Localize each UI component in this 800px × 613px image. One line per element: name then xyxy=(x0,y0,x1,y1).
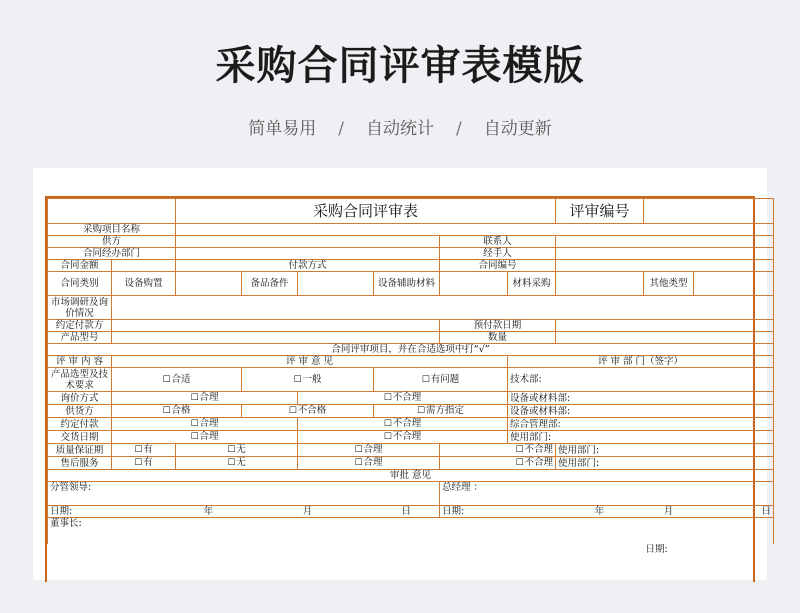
option-checkbox[interactable]: ☐ 有 xyxy=(112,444,176,457)
type-material: 材料采购 xyxy=(508,272,556,296)
leader-year: 年 xyxy=(176,506,242,518)
gm-month: 月 xyxy=(644,506,694,518)
option-checkbox[interactable]: ☐ 不合理 xyxy=(440,457,556,470)
dept-sign[interactable]: 使用部门: xyxy=(508,431,774,444)
option-checkbox[interactable]: ☐ 需方指定 xyxy=(374,405,508,418)
handler-field[interactable] xyxy=(556,248,774,260)
contract-no-label: 合同编号 xyxy=(440,260,556,272)
option-checkbox[interactable]: ☐ 合适 xyxy=(112,368,242,392)
contract-type-label: 合同类别 xyxy=(48,272,112,296)
dept-sign[interactable]: 使用部门: xyxy=(556,457,774,470)
dept-sign[interactable]: 综合管理部: xyxy=(508,418,774,431)
form-paper xyxy=(33,168,772,580)
review-dept-label: 评 审 部 门（签字） xyxy=(508,356,774,368)
gm-sign[interactable]: 总经理 ： xyxy=(440,482,774,506)
market-field[interactable] xyxy=(112,296,774,320)
dept-sign[interactable]: 使用部门: xyxy=(556,444,774,457)
amount-field[interactable] xyxy=(112,260,176,272)
gm-date-label: 日期: xyxy=(440,506,556,518)
row-label: 约定付款 xyxy=(48,418,112,431)
option-checkbox[interactable]: ☐ 合理 xyxy=(112,392,298,405)
type-spare-field[interactable] xyxy=(298,272,374,296)
separator: / xyxy=(338,119,344,139)
option-checkbox[interactable]: ☐ 无 xyxy=(176,457,298,470)
contact-field[interactable] xyxy=(556,236,774,248)
form-title: 采购合同评审表 xyxy=(176,199,556,224)
row-label: 交货日期 xyxy=(48,431,112,444)
leader-date-label: 日期: xyxy=(48,506,176,518)
type-equip-field[interactable] xyxy=(176,272,242,296)
review-no-label: 评审编号 xyxy=(556,199,644,224)
row-label: 询价方式 xyxy=(48,392,112,405)
gm-year: 年 xyxy=(556,506,644,518)
review-form xyxy=(45,196,772,582)
model-label: 产品型号 xyxy=(48,332,112,344)
option-checkbox[interactable]: ☐ 不合格 xyxy=(242,405,374,418)
type-aux: 设备辅助材料 xyxy=(374,272,440,296)
subtitle-tags xyxy=(0,114,800,139)
review-note: 合同评审项目，并在合适选项中打“√” xyxy=(48,344,774,356)
dept-label: 合同经办部门 xyxy=(48,248,176,260)
leader-day: 日 xyxy=(374,506,440,518)
chairman-sign[interactable]: 董事长: xyxy=(48,518,774,544)
dept-sign[interactable]: 技术部: xyxy=(508,368,774,392)
option-checkbox[interactable]: ☐ 有问题 xyxy=(374,368,508,392)
leader-sign[interactable]: 分管领导: xyxy=(48,482,440,506)
payment-method-label: 付款方式 xyxy=(176,260,440,272)
type-spare: 备品备件 xyxy=(242,272,298,296)
review-no-field[interactable] xyxy=(644,199,774,224)
row-label: 质量保证期 xyxy=(48,444,112,457)
contract-no-field[interactable] xyxy=(556,260,774,272)
contact-label: 联系人 xyxy=(440,236,556,248)
tag-auto-update: 自动更新 xyxy=(483,119,552,139)
option-checkbox[interactable]: ☐ 合理 xyxy=(112,418,298,431)
agreed-pay-field[interactable] xyxy=(112,320,440,332)
option-checkbox[interactable]: ☐ 无 xyxy=(176,444,298,457)
type-equip: 设备购置 xyxy=(112,272,176,296)
amount-label: 合同金额 xyxy=(48,260,112,272)
dept-sign[interactable]: 设备或材料部: xyxy=(508,405,774,418)
dept-field[interactable] xyxy=(176,248,440,260)
qty-field[interactable] xyxy=(556,332,774,344)
option-checkbox[interactable]: ☐ 有 xyxy=(112,457,176,470)
review-content-label: 评 审 内 容 xyxy=(48,356,112,368)
supplier-field[interactable] xyxy=(176,236,440,248)
page-title: 采购合同评审表模版 xyxy=(215,43,585,89)
market-label: 市场调研及询价情况 xyxy=(48,296,112,320)
blank-cell xyxy=(48,544,644,555)
blank-cell xyxy=(48,199,176,224)
option-checkbox[interactable]: ☐ 不合理 xyxy=(298,392,508,405)
option-checkbox[interactable]: ☐ 合格 xyxy=(112,405,242,418)
row-label: 产品选型及技术要求 xyxy=(48,368,112,392)
option-checkbox[interactable]: ☐ 合理 xyxy=(298,457,440,470)
option-checkbox[interactable]: ☐ 不合理 xyxy=(298,418,508,431)
agreed-pay-label: 约定付款方 xyxy=(48,320,112,332)
separator: / xyxy=(456,119,462,139)
approval-heading: 审批 意见 xyxy=(48,470,774,482)
type-material-field[interactable] xyxy=(556,272,644,296)
qty-label: 数量 xyxy=(440,332,556,344)
project-name-label: 采购项目名称 xyxy=(48,224,176,236)
chairman-date-label: 日期: xyxy=(645,543,668,555)
option-checkbox[interactable]: ☐ 不合理 xyxy=(440,444,556,457)
option-checkbox[interactable]: ☐ 一般 xyxy=(242,368,374,392)
review-opinion-label: 评 审 意 见 xyxy=(112,356,508,368)
row-label: 供货方 xyxy=(48,405,112,418)
prepay-date-label: 预付款日期 xyxy=(440,320,556,332)
row-label: 售后服务 xyxy=(48,457,112,470)
tag-easy: 简单易用 xyxy=(248,119,317,139)
tag-auto-stat: 自动统计 xyxy=(366,119,434,139)
handler-label: 经手人 xyxy=(440,248,556,260)
model-field[interactable] xyxy=(112,332,440,344)
dept-sign[interactable]: 设备或材料部: xyxy=(508,392,774,405)
option-checkbox[interactable]: ☐ 不合理 xyxy=(298,431,508,444)
gm-day: 日 xyxy=(694,506,774,518)
review-table xyxy=(47,198,774,555)
project-name-field[interactable] xyxy=(176,224,774,236)
leader-month: 月 xyxy=(242,506,374,518)
supplier-label: 供方 xyxy=(48,236,176,248)
type-other-field[interactable] xyxy=(694,272,774,296)
option-checkbox[interactable]: ☐ 合理 xyxy=(298,444,440,457)
type-other: 其他类型 xyxy=(644,272,694,296)
option-checkbox[interactable]: ☐ 合理 xyxy=(112,431,298,444)
prepay-date-field[interactable] xyxy=(556,320,774,332)
type-aux-field[interactable] xyxy=(440,272,508,296)
